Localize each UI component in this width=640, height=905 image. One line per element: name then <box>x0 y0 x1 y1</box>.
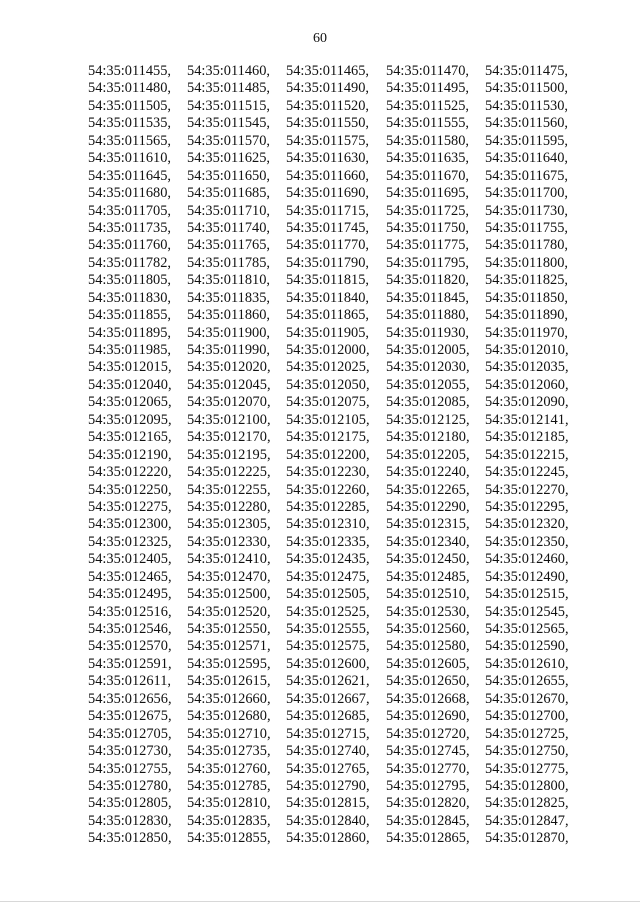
cadastral-number: 54:35:012500, <box>187 586 271 603</box>
cadastral-number: 54:35:012860, <box>286 830 370 847</box>
cadastral-number: 54:35:012785, <box>187 777 271 794</box>
cadastral-number: 54:35:012435, <box>286 551 370 568</box>
number-row <box>88 63 593 80</box>
cadastral-number: 54:35:012460, <box>485 551 569 568</box>
cadastral-number: 54:35:012495, <box>88 586 172 603</box>
cadastral-number: 54:35:012141, <box>485 411 569 428</box>
cadastral-number: 54:35:011930, <box>386 324 470 341</box>
cadastral-number: 54:35:012450, <box>386 551 470 568</box>
cadastral-number: 54:35:012075, <box>286 394 370 411</box>
cadastral-number: 54:35:012465, <box>88 568 172 585</box>
number-row <box>88 377 593 394</box>
cadastral-number: 54:35:011900, <box>187 324 271 341</box>
cadastral-number: 54:35:011500, <box>485 80 569 97</box>
cadastral-number: 54:35:011490, <box>286 80 370 97</box>
cadastral-number: 54:35:012810, <box>187 795 271 812</box>
cadastral-number: 54:35:011650, <box>187 167 271 184</box>
cadastral-number: 54:35:011530, <box>485 97 569 114</box>
cadastral-number: 54:35:011905, <box>286 324 370 341</box>
number-row <box>88 394 593 411</box>
cadastral-number: 54:35:012705, <box>88 725 172 742</box>
cadastral-number: 54:35:011865, <box>286 307 370 324</box>
cadastral-number: 54:35:012790, <box>286 777 370 794</box>
number-row <box>88 708 593 725</box>
cadastral-number: 54:35:011700, <box>485 185 569 202</box>
cadastral-number: 54:35:012850, <box>88 830 172 847</box>
cadastral-numbers-list <box>88 63 593 848</box>
number-row <box>88 551 593 568</box>
cadastral-number: 54:35:011475, <box>485 63 569 79</box>
cadastral-number: 54:35:012845, <box>386 812 470 829</box>
cadastral-number: 54:35:012060, <box>485 376 569 393</box>
cadastral-number: 54:35:012595, <box>187 655 271 672</box>
cadastral-number: 54:35:012865, <box>386 830 470 847</box>
cadastral-number: 54:35:012847, <box>485 812 569 829</box>
cadastral-number: 54:35:012656, <box>88 690 172 707</box>
cadastral-number: 54:35:012240, <box>386 464 470 481</box>
cadastral-number: 54:35:012405, <box>88 551 172 568</box>
cadastral-number: 54:35:011460, <box>187 63 271 79</box>
number-row <box>88 743 593 760</box>
number-row <box>88 482 593 499</box>
cadastral-number: 54:35:011570, <box>187 132 271 149</box>
cadastral-number: 54:35:012615, <box>187 673 271 690</box>
cadastral-number: 54:35:012030, <box>386 359 470 376</box>
cadastral-number: 54:35:011505, <box>88 97 172 114</box>
cadastral-number: 54:35:012005, <box>386 342 470 358</box>
cadastral-number: 54:35:012545, <box>485 603 569 620</box>
cadastral-number: 54:35:012560, <box>386 621 470 637</box>
cadastral-number: 54:35:012305, <box>187 516 271 533</box>
number-row <box>88 359 593 376</box>
cadastral-number: 54:35:012065, <box>88 394 172 411</box>
number-row <box>88 604 593 621</box>
cadastral-number: 54:35:011750, <box>386 219 470 236</box>
cadastral-number: 54:35:012095, <box>88 411 172 428</box>
cadastral-number: 54:35:011855, <box>88 307 172 324</box>
cadastral-number: 54:35:012105, <box>286 411 370 428</box>
cadastral-number: 54:35:012715, <box>286 725 370 742</box>
cadastral-number: 54:35:012668, <box>386 690 470 707</box>
cadastral-number: 54:35:012870, <box>485 830 569 847</box>
cadastral-number: 54:35:011555, <box>386 115 470 132</box>
number-row <box>88 255 593 272</box>
cadastral-number: 54:35:012245, <box>485 464 569 481</box>
number-row <box>88 203 593 220</box>
cadastral-number: 54:35:012775, <box>485 760 569 777</box>
cadastral-number: 54:35:011675, <box>485 167 569 184</box>
cadastral-number: 54:35:012546, <box>88 621 172 637</box>
cadastral-number: 54:35:011485, <box>187 80 271 97</box>
cadastral-number: 54:35:011565, <box>88 132 172 149</box>
cadastral-number: 54:35:012670, <box>485 690 569 707</box>
cadastral-number: 54:35:012591, <box>88 655 172 672</box>
cadastral-number: 54:35:011985, <box>88 342 172 358</box>
cadastral-number: 54:35:012070, <box>187 394 271 411</box>
cadastral-number: 54:35:012840, <box>286 812 370 829</box>
cadastral-number: 54:35:011825, <box>485 272 569 289</box>
cadastral-number: 54:35:011890, <box>485 307 569 324</box>
cadastral-number: 54:35:011755, <box>485 219 569 236</box>
cadastral-number: 54:35:012285, <box>286 498 370 515</box>
number-row <box>88 464 593 481</box>
cadastral-number: 54:35:012590, <box>485 638 569 655</box>
cadastral-number: 54:35:011690, <box>286 185 370 202</box>
cadastral-number: 54:35:011740, <box>187 219 271 236</box>
cadastral-number: 54:35:012580, <box>386 638 470 655</box>
cadastral-number: 54:35:012485, <box>386 568 470 585</box>
cadastral-number: 54:35:012555, <box>286 621 370 637</box>
cadastral-number: 54:35:012520, <box>187 603 271 620</box>
cadastral-number: 54:35:011515, <box>187 97 271 114</box>
cadastral-number: 54:35:012275, <box>88 498 172 515</box>
cadastral-number: 54:35:011765, <box>187 237 271 254</box>
cadastral-number: 54:35:012020, <box>187 359 271 376</box>
number-row <box>88 673 593 690</box>
cadastral-number: 54:35:011470, <box>386 63 470 79</box>
cadastral-number: 54:35:012195, <box>187 446 271 463</box>
cadastral-number: 54:35:011860, <box>187 307 271 324</box>
cadastral-number: 54:35:011630, <box>286 150 370 167</box>
cadastral-number: 54:35:012340, <box>386 533 470 550</box>
cadastral-number: 54:35:012010, <box>485 342 569 358</box>
cadastral-number: 54:35:012815, <box>286 795 370 812</box>
cadastral-number: 54:35:012490, <box>485 568 569 585</box>
cadastral-number: 54:35:011840, <box>286 289 370 306</box>
number-row <box>88 429 593 446</box>
cadastral-number: 54:35:011782, <box>88 254 172 271</box>
cadastral-number: 54:35:012667, <box>286 690 370 707</box>
cadastral-number: 54:35:011790, <box>286 254 370 271</box>
cadastral-number: 54:35:012516, <box>88 603 172 620</box>
cadastral-number: 54:35:012750, <box>485 743 569 760</box>
cadastral-number: 54:35:011770, <box>286 237 370 254</box>
cadastral-number: 54:35:012085, <box>386 394 470 411</box>
cadastral-number: 54:35:012090, <box>485 394 569 411</box>
number-row <box>88 307 593 324</box>
cadastral-number: 54:35:012575, <box>286 638 370 655</box>
cadastral-number: 54:35:012675, <box>88 708 172 725</box>
cadastral-number: 54:35:011560, <box>485 115 569 132</box>
number-row <box>88 638 593 655</box>
cadastral-number: 54:35:012690, <box>386 708 470 725</box>
cadastral-number: 54:35:012280, <box>187 498 271 515</box>
cadastral-number: 54:35:011715, <box>286 202 370 219</box>
cadastral-number: 54:35:011725, <box>386 202 470 219</box>
cadastral-number: 54:35:012800, <box>485 777 569 794</box>
number-row <box>88 98 593 115</box>
page-number: 60 <box>313 31 327 46</box>
cadastral-number: 54:35:012780, <box>88 777 172 794</box>
cadastral-number: 54:35:012735, <box>187 743 271 760</box>
cadastral-number: 54:35:011670, <box>386 167 470 184</box>
cadastral-number: 54:35:012650, <box>386 673 470 690</box>
cadastral-number: 54:35:012855, <box>187 830 271 847</box>
cadastral-number: 54:35:012760, <box>187 760 271 777</box>
number-row <box>88 534 593 551</box>
cadastral-number: 54:35:012295, <box>485 498 569 515</box>
cadastral-number: 54:35:012730, <box>88 743 172 760</box>
cadastral-number: 54:35:012475, <box>286 568 370 585</box>
cadastral-number: 54:35:011550, <box>286 115 370 132</box>
page-bottom-edge <box>0 901 640 902</box>
cadastral-number: 54:35:012830, <box>88 812 172 829</box>
cadastral-number: 54:35:012325, <box>88 533 172 550</box>
cadastral-number: 54:35:012600, <box>286 655 370 672</box>
cadastral-number: 54:35:011805, <box>88 272 172 289</box>
number-row <box>88 761 593 778</box>
cadastral-number: 54:35:011685, <box>187 185 271 202</box>
cadastral-number: 54:35:012180, <box>386 429 470 446</box>
cadastral-number: 54:35:012055, <box>386 376 470 393</box>
number-row <box>88 621 593 638</box>
cadastral-number: 54:35:011820, <box>386 272 470 289</box>
cadastral-number: 54:35:011455, <box>88 63 172 79</box>
cadastral-number: 54:35:012720, <box>386 725 470 742</box>
cadastral-number: 54:35:012300, <box>88 516 172 533</box>
cadastral-number: 54:35:012805, <box>88 795 172 812</box>
cadastral-number: 54:35:012740, <box>286 743 370 760</box>
cadastral-number: 54:35:011845, <box>386 289 470 306</box>
cadastral-number: 54:35:012255, <box>187 481 271 498</box>
cadastral-number: 54:35:011775, <box>386 237 470 254</box>
cadastral-number: 54:35:012200, <box>286 446 370 463</box>
cadastral-number: 54:35:012025, <box>286 359 370 376</box>
number-row <box>88 569 593 586</box>
cadastral-number: 54:35:012571, <box>187 638 271 655</box>
cadastral-number: 54:35:012125, <box>386 411 470 428</box>
cadastral-number: 54:35:011800, <box>485 254 569 271</box>
number-row <box>88 342 593 359</box>
cadastral-number: 54:35:012035, <box>485 359 569 376</box>
cadastral-number: 54:35:012175, <box>286 429 370 446</box>
cadastral-number: 54:35:011730, <box>485 202 569 219</box>
cadastral-number: 54:35:012611, <box>88 673 172 690</box>
cadastral-number: 54:35:012835, <box>187 812 271 829</box>
cadastral-number: 54:35:012165, <box>88 429 172 446</box>
cadastral-number: 54:35:011710, <box>187 202 271 219</box>
cadastral-number: 54:35:011495, <box>386 80 470 97</box>
cadastral-number: 54:35:011535, <box>88 115 172 132</box>
cadastral-number: 54:35:012045, <box>187 376 271 393</box>
number-row <box>88 726 593 743</box>
number-row <box>88 778 593 795</box>
cadastral-number: 54:35:011850, <box>485 289 569 306</box>
cadastral-number: 54:35:012185, <box>485 429 569 446</box>
number-row <box>88 656 593 673</box>
cadastral-number: 54:35:011695, <box>386 185 470 202</box>
cadastral-number: 54:35:011520, <box>286 97 370 114</box>
number-row <box>88 499 593 516</box>
cadastral-number: 54:35:011610, <box>88 150 172 167</box>
cadastral-number: 54:35:012755, <box>88 760 172 777</box>
number-row <box>88 325 593 342</box>
cadastral-number: 54:35:012040, <box>88 376 172 393</box>
cadastral-number: 54:35:011735, <box>88 219 172 236</box>
cadastral-number: 54:35:012050, <box>286 376 370 393</box>
cadastral-number: 54:35:012680, <box>187 708 271 725</box>
number-row <box>88 185 593 202</box>
cadastral-number: 54:35:011880, <box>386 307 470 324</box>
cadastral-number: 54:35:011680, <box>88 185 172 202</box>
cadastral-number: 54:35:012170, <box>187 429 271 446</box>
cadastral-number: 54:35:012525, <box>286 603 370 620</box>
cadastral-number: 54:35:012230, <box>286 464 370 481</box>
cadastral-number: 54:35:012000, <box>286 342 370 358</box>
cadastral-number: 54:35:012565, <box>485 621 569 637</box>
number-row <box>88 80 593 97</box>
number-row <box>88 586 593 603</box>
cadastral-number: 54:35:012605, <box>386 655 470 672</box>
cadastral-number: 54:35:012290, <box>386 498 470 515</box>
cadastral-number: 54:35:011760, <box>88 237 172 254</box>
cadastral-number: 54:35:012190, <box>88 446 172 463</box>
cadastral-number: 54:35:012260, <box>286 481 370 498</box>
cadastral-number: 54:35:012610, <box>485 655 569 672</box>
cadastral-number: 54:35:011795, <box>386 254 470 271</box>
number-row <box>88 272 593 289</box>
cadastral-number: 54:35:011580, <box>386 132 470 149</box>
cadastral-number: 54:35:011575, <box>286 132 370 149</box>
number-row <box>88 830 593 847</box>
cadastral-number: 54:35:011545, <box>187 115 271 132</box>
number-row <box>88 412 593 429</box>
cadastral-number: 54:35:012470, <box>187 568 271 585</box>
number-row <box>88 691 593 708</box>
number-row <box>88 133 593 150</box>
cadastral-number: 54:35:012685, <box>286 708 370 725</box>
cadastral-number: 54:35:011815, <box>286 272 370 289</box>
cadastral-number: 54:35:012265, <box>386 481 470 498</box>
cadastral-number: 54:35:012315, <box>386 516 470 533</box>
cadastral-number: 54:35:012510, <box>386 586 470 603</box>
cadastral-number: 54:35:012710, <box>187 725 271 742</box>
number-row <box>88 237 593 254</box>
cadastral-number: 54:35:011785, <box>187 254 271 271</box>
cadastral-number: 54:35:012550, <box>187 621 271 637</box>
cadastral-number: 54:35:011480, <box>88 80 172 97</box>
cadastral-number: 54:35:012330, <box>187 533 271 550</box>
number-row <box>88 516 593 533</box>
cadastral-number: 54:35:012515, <box>485 586 569 603</box>
cadastral-number: 54:35:011895, <box>88 324 172 341</box>
cadastral-number: 54:35:011660, <box>286 167 370 184</box>
cadastral-number: 54:35:012795, <box>386 777 470 794</box>
cadastral-number: 54:35:012745, <box>386 743 470 760</box>
cadastral-number: 54:35:012505, <box>286 586 370 603</box>
cadastral-number: 54:35:012410, <box>187 551 271 568</box>
cadastral-number: 54:35:012530, <box>386 603 470 620</box>
cadastral-number: 54:35:012725, <box>485 725 569 742</box>
cadastral-number: 54:35:012250, <box>88 481 172 498</box>
cadastral-number: 54:35:011640, <box>485 150 569 167</box>
cadastral-number: 54:35:011525, <box>386 97 470 114</box>
cadastral-number: 54:35:012335, <box>286 533 370 550</box>
cadastral-number: 54:35:011990, <box>187 342 271 358</box>
cadastral-number: 54:35:012270, <box>485 481 569 498</box>
cadastral-number: 54:35:011465, <box>286 63 370 79</box>
cadastral-number: 54:35:012700, <box>485 708 569 725</box>
cadastral-number: 54:35:012655, <box>485 673 569 690</box>
cadastral-number: 54:35:012310, <box>286 516 370 533</box>
cadastral-number: 54:35:011745, <box>286 219 370 236</box>
cadastral-number: 54:35:012621, <box>286 673 370 690</box>
cadastral-number: 54:35:012765, <box>286 760 370 777</box>
cadastral-number: 54:35:011810, <box>187 272 271 289</box>
cadastral-number: 54:35:011830, <box>88 289 172 306</box>
cadastral-number: 54:35:011595, <box>485 132 569 149</box>
cadastral-number: 54:35:011625, <box>187 150 271 167</box>
cadastral-number: 54:35:012215, <box>485 446 569 463</box>
number-row <box>88 447 593 464</box>
cadastral-number: 54:35:012770, <box>386 760 470 777</box>
cadastral-number: 54:35:012660, <box>187 690 271 707</box>
cadastral-number: 54:35:012825, <box>485 795 569 812</box>
cadastral-number: 54:35:011705, <box>88 202 172 219</box>
cadastral-number: 54:35:012205, <box>386 446 470 463</box>
cadastral-number: 54:35:012220, <box>88 464 172 481</box>
number-row <box>88 168 593 185</box>
cadastral-number: 54:35:012350, <box>485 533 569 550</box>
cadastral-number: 54:35:011970, <box>485 324 569 341</box>
number-row <box>88 220 593 237</box>
number-row <box>88 813 593 830</box>
cadastral-number: 54:35:011635, <box>386 150 470 167</box>
cadastral-number: 54:35:011835, <box>187 289 271 306</box>
cadastral-number: 54:35:012570, <box>88 638 172 655</box>
cadastral-number: 54:35:012225, <box>187 464 271 481</box>
number-row <box>88 795 593 812</box>
cadastral-number: 54:35:011645, <box>88 167 172 184</box>
cadastral-number: 54:35:011780, <box>485 237 569 254</box>
number-row <box>88 290 593 307</box>
cadastral-number: 54:35:012015, <box>88 359 172 376</box>
cadastral-number: 54:35:012100, <box>187 411 271 428</box>
number-row <box>88 150 593 167</box>
cadastral-number: 54:35:012320, <box>485 516 569 533</box>
cadastral-number: 54:35:012820, <box>386 795 470 812</box>
number-row <box>88 115 593 132</box>
